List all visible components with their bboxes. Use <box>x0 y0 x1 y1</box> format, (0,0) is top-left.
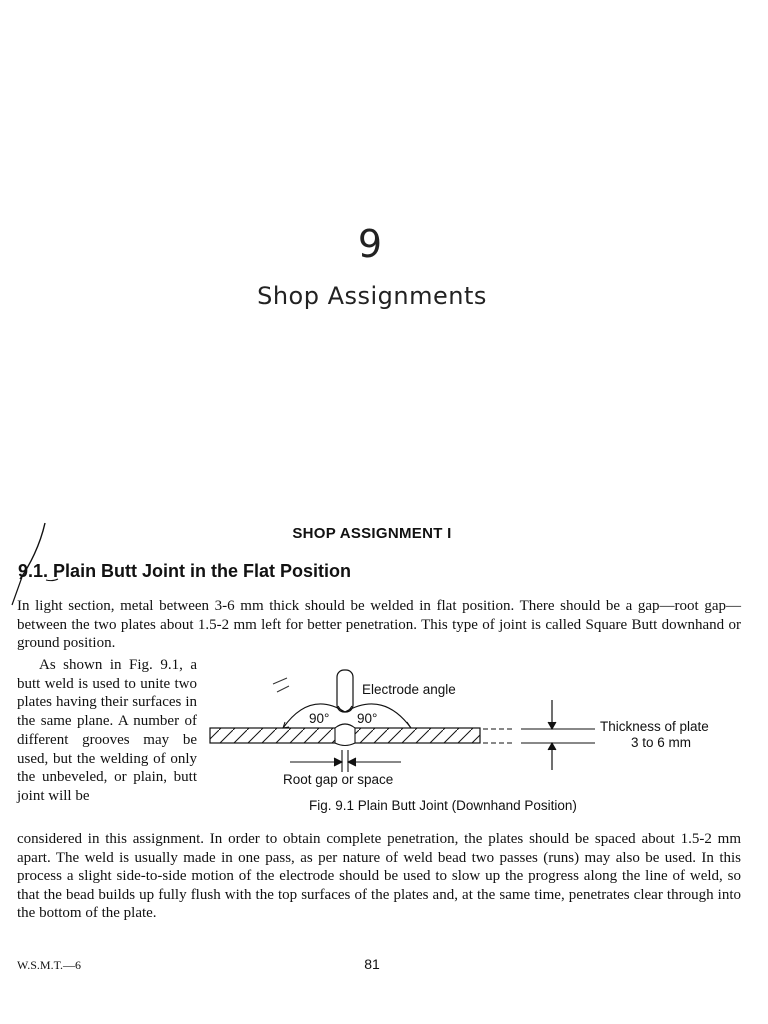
paragraph-2-lead-text: As shown in Fig. 9.1, a butt weld is used to unite two plates having their surfaces in the same plane. A number of different grooves may be used, but the welding of only the unbeveled, or plain, butt joint will be <box>17 657 197 804</box>
paragraph-1: In light section, metal between 3-6 mm thick should be welded in flat position. There should be a gap—root gap—between the two plates about 1.5-2 mm left for better penetration. This type of joint is called Square Butt downhand or ground position. <box>17 598 741 651</box>
plate-right <box>350 728 480 743</box>
section-number: 9.1. <box>18 561 49 581</box>
electrode-icon <box>337 670 353 712</box>
page-number: 81 <box>364 956 380 972</box>
footer-book-code: W.S.M.T.—6 <box>17 958 82 972</box>
paragraph-2-rest: considered in this assignment. In order to obtain complete penetration, the plates should be spaced about 1.5-2 mm apart. The weld is usually made in one pass, as per nature of weld bead two passes (runs) may also be used. In this process a slight side-to-side motion of the electrode should be used to slow up the progress along the line of weld, so that the bead builds up fully flush with the top surfaces of the plates and, at the same time, penetrates clear through into the bottom of the plate. <box>17 831 741 921</box>
pen-tick-mark <box>273 678 289 692</box>
section-title: Plain Butt Joint in the Flat Position <box>53 561 352 581</box>
weld-bead <box>335 724 355 746</box>
electrode-angle-label: Electrode angle <box>362 682 456 697</box>
root-gap-label: Root gap or space <box>283 772 394 787</box>
thickness-label-line-1: Thickness of plate <box>600 719 709 734</box>
chapter-title: Shop Assignments <box>257 282 487 310</box>
angle-left-label: 90° <box>309 711 330 726</box>
angle-arc-right <box>345 704 411 728</box>
assignment-heading: SHOP ASSIGNMENT I <box>292 525 452 542</box>
section-heading <box>18 561 351 582</box>
thickness-label-line-2: 3 to 6 mm <box>631 735 692 750</box>
plate-left <box>210 728 340 743</box>
angle-right-label: 90° <box>357 711 378 726</box>
chapter-number: 9 <box>357 222 383 266</box>
figure-9-1-diagram <box>205 660 750 820</box>
paragraph-2-lead <box>17 656 197 806</box>
figure-caption: Fig. 9.1 Plain Butt Joint (Downhand Position) <box>309 798 577 813</box>
